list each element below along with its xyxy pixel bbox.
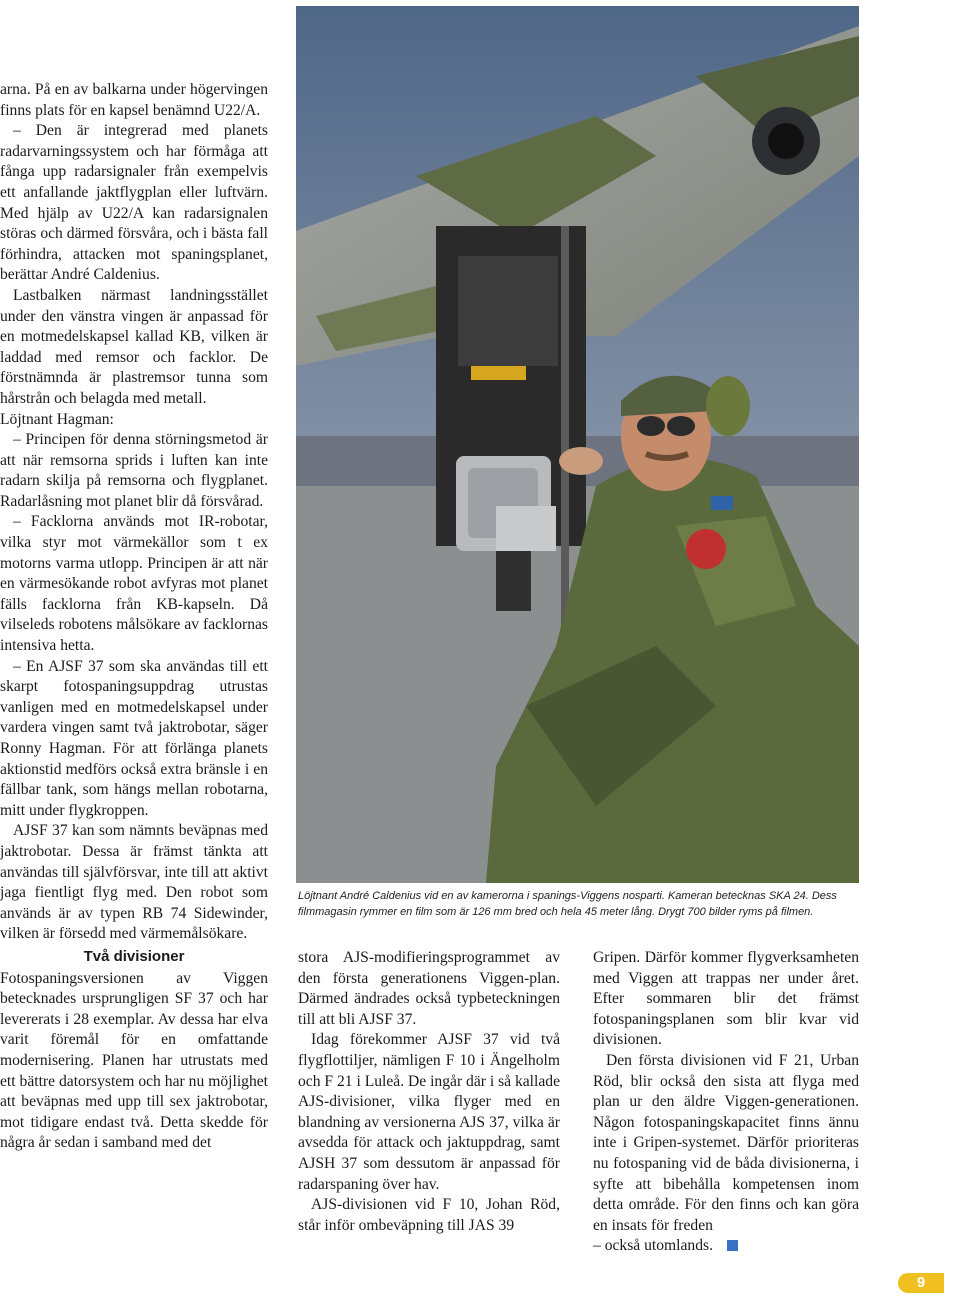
paragraph: stora AJS-modifieringsprogrammet av den första generationens Viggen-plan. Därmed ändrades också typbeteckningen till att bli AJSF 37. bbox=[298, 949, 560, 1028]
page-number: 9 bbox=[898, 1273, 944, 1293]
paragraph: arna. På en av balkarna under högervingen finns plats för en kapsel benämnd U22/A. bbox=[0, 81, 268, 119]
paragraph: AJSF 37 kan som nämnts beväpnas med jaktrobotar. Dessa är främst tänkta att användas till självförsvar, inte till att aktivt jaga fientligt flyg med. Den robot som används är av typen RB 74 Sidewinder, vilken är försedd med värmemålsökare. bbox=[0, 822, 268, 943]
section-heading: Två divisioner bbox=[83, 947, 185, 965]
end-mark-square-icon bbox=[727, 1240, 738, 1251]
paragraph: Den första divisionen vid F 21, Urban Röd, blir också den sista att flyga med plan ur den äldre Viggen-generationen. Någon fotospaningskapacitet finns ännu inte i Gripen-systemet. Därför prioriteras nu fotospaning vid de båda divisionerna, i syfte att bibehålla kompetensen inom detta område. För den finns och kan göra en insats för freden bbox=[593, 1051, 859, 1234]
paragraph: Idag förekommer AJSF 37 vid två flygflottiljer, nämligen F 10 i Ängelholm och F 21 i Luleå. De ingår där i så kallade AJS-divisioner, vilka flyger med en blandning av versionerna AJS 37, vilka är avsedda för attack och jaktuppdrag, samt AJSH 37 som dessutom är anpassad för radarspaning över hav. bbox=[298, 1031, 560, 1193]
photo-caption: Löjtnant André Caldenius vid en av kamerorna i spanings-Viggens nosparti. Kameran betecknas SKA 24. Dess filmmagasin rymmer en film som är 126 mm bred och hela 45 meter lång. Drygt 700 bilder ryms på filmen. bbox=[298, 890, 837, 918]
text-column-right bbox=[593, 948, 859, 1257]
text-column-middle bbox=[298, 948, 560, 1236]
paragraph-end-text: – också utomlands. bbox=[593, 1237, 713, 1255]
photo-pilot-with-camera bbox=[296, 6, 859, 883]
paragraph: Fotospaningsversionen av Viggen betecknades ursprungligen SF 37 och har levererats i 28 exemplar. Av dessa har elva varit föremål för en omfattande modernisering. Planen har utrustats med ett bättre datorsystem och har nu möjlighet att beväpnas med upp till sex jaktrobotar, mot tidigare endast två. Detta skedde för några år sedan i samband med det bbox=[0, 969, 268, 1152]
paragraph: Lastbalken närmast landningsstället under den vänstra vingen är anpassad för en motmedelskapsel kallad KB, vilken är laddad med remsor och facklor. De förstnämnda är plastremsor tunna som hårstrån och belagda med metall. bbox=[0, 286, 268, 407]
text-column-left bbox=[0, 80, 268, 1154]
paragraph: – Den är integrerad med planets radarvarningssystem och har förmåga att fånga upp radarsignaler från exempelvis ett anfallande jaktflygplan eller luftvärn. Med hjälp av U22/A kan radarsignalen störas och därmed försvåra, och i bästa fall förhindra, attacken mot spaningsplanet, berättar André Caldenius. bbox=[0, 122, 268, 284]
paragraph: – Principen för denna störningsmetod är att när remsorna sprids i luften kan inte radarn skilja på remsorna och flygplanet. Radarlåsning mot planet blir då försvårad. bbox=[0, 431, 268, 510]
paragraph: – Facklorna används mot IR-robotar, vilka styr mot värmekällor som t ex motorns varma utlopp. Principen är att när en värmesökande robot avfyras mot planet fälls facklorna från KB-kapseln. Då vilseleds robotens målsökare av facklornas intensiva hetta. bbox=[0, 513, 268, 655]
paragraph: Löjtnant Hagman: bbox=[0, 410, 114, 428]
paragraph: AJS-divisionen vid F 10, Johan Röd, står inför ombeväpning till JAS 39 bbox=[298, 1196, 560, 1234]
paragraph bbox=[593, 1236, 859, 1257]
paragraph: Gripen. Därför kommer flygverksamheten med Viggen att trappas ner under året. Efter sommaren blir det främst fotospaningsplanen som blir kvar vid divisionen. bbox=[593, 949, 859, 1049]
paragraph: – En AJSF 37 som ska användas till ett skarpt fotospaningsuppdrag utrustas vanligen med en motmedelskapsel under vardera vingen samt två jaktrobotar, säger Ronny Hagman. För att förlänga planets aktionstid medförs också extra bränsle i en fällbar tank, som hängs mellan robotarna, mitt under flygkroppen. bbox=[0, 657, 268, 819]
